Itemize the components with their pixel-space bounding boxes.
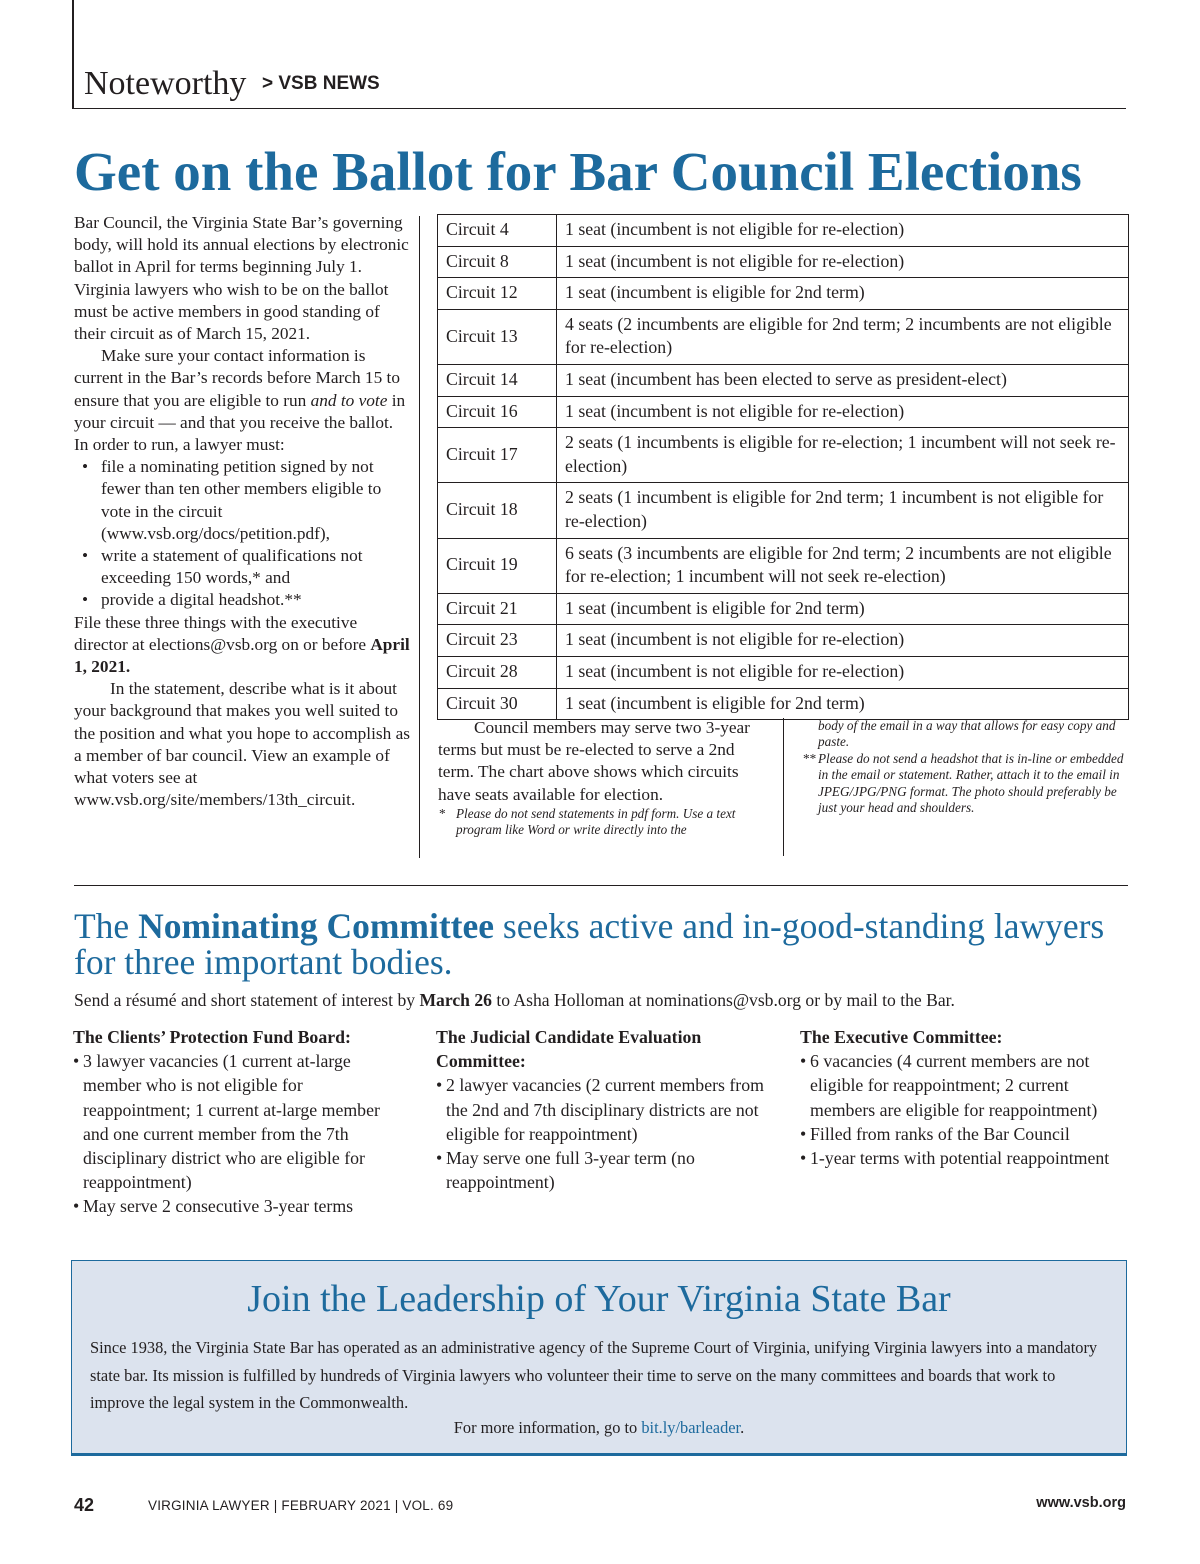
circuit-seats-table <box>437 214 1129 720</box>
judicial-candidate-column <box>436 1025 776 1194</box>
table-row <box>438 278 1129 310</box>
list-item: • 1-year terms with potential reappointment <box>800 1146 1120 1170</box>
table-row <box>438 215 1129 247</box>
seats-cell: 1 seat (incumbent is not eligible for re-election) <box>557 625 1129 657</box>
intro-paragraph-2: Make sure your contact information is current in the Bar’s records before March 15 to ensure that you are eligible to run and to vote in your circuit — and that you receive the ballot. <box>74 346 406 432</box>
body-heading: The Clients’ Protection Fund Board: <box>73 1027 351 1047</box>
barleader-link[interactable]: bit.ly/barleader <box>641 1418 741 1437</box>
list-item: • 2 lawyer vacancies (2 current members from the 2nd and 7th disciplinary districts are not eligible for reappointment) <box>436 1073 776 1146</box>
body-heading: The Executive Committee: <box>800 1027 1003 1047</box>
table-row <box>438 656 1129 688</box>
column-rule <box>419 216 420 858</box>
list-item: • file a nominating petition signed by not fewer than ten other members eligible to vote in the circuit (www.vsb.org/docs/petition.pdf), <box>74 456 410 545</box>
table-row <box>438 538 1129 593</box>
circuit-cell: Circuit 12 <box>438 278 557 310</box>
nominating-instructions: Send a résumé and short statement of interest by March 26 to Asha Holloman at nominations@vsb.org or by mail to the Bar. <box>74 990 955 1010</box>
website-url: www.vsb.org <box>1036 1495 1126 1511</box>
header-rule <box>72 108 1126 109</box>
intro-paragraph-5: In the statement, describe what is it about your background that makes you well suited to the position and what you hope to accomplish as a member of bar council. View an example of what voters see at www.vsb.org/site/members/13th_circuit. <box>74 679 410 810</box>
seats-cell: 1 seat (incumbent is not eligible for re-election) <box>557 396 1129 428</box>
footnote-1: * Please do not send statements in pdf form. Use a text program like Word or write directly into the <box>439 805 736 838</box>
list-item: • 3 lawyer vacancies (1 current at-large member who is not eligible for reappointment; 1 current at-large member and one current member from the 7th disciplinary district who are eligible for reappointment) <box>73 1049 403 1194</box>
list-item: • May serve 2 consecutive 3-year terms <box>73 1194 403 1218</box>
circuit-cell: Circuit 14 <box>438 364 557 396</box>
section-divider <box>74 885 1128 886</box>
circuit-cell: Circuit 18 <box>438 483 557 538</box>
leadership-body: Since 1938, the Virginia State Bar has operated as an administrative agency of the Supreme Court of Virginia, unifying Virginia lawyers into a mandatory state bar. Its mission is fulfilled by hundreds of Virginia lawyers who volunteer their time to serve on the many committees and boards that work to improve the legal system in the Commonwealth. <box>90 1338 1098 1413</box>
circuit-cell: Circuit 28 <box>438 656 557 688</box>
intro-paragraph-1: Bar Council, the Virginia State Bar’s governing body, will hold its annual elections by electronic ballot in April for terms beginning July 1. Virginia lawyers who wish to be on the ballot must be active members in good standing of their circuit as of March 15, 2021. <box>74 213 409 344</box>
seats-cell: 6 seats (3 incumbents are eligible for 2nd term; 2 incumbents are not eligible for re-election; 1 incumbent will not seek re-election) <box>557 538 1129 593</box>
circuit-cell: Circuit 8 <box>438 246 557 278</box>
seats-cell: 1 seat (incumbent is eligible for 2nd term) <box>557 593 1129 625</box>
table-row <box>438 309 1129 364</box>
circuit-cell: Circuit 16 <box>438 396 557 428</box>
footnote-1-continued: body of the email in a way that allows for easy copy and paste. <box>818 718 1116 750</box>
table-row <box>438 593 1129 625</box>
section-subtitle: > VSB NEWS <box>262 73 380 94</box>
table-row <box>438 364 1129 396</box>
circuit-cell: Circuit 19 <box>438 538 557 593</box>
seats-cell: 1 seat (incumbent is not eligible for re-election) <box>557 215 1129 247</box>
seats-cell: 2 seats (1 incumbent is eligible for 2nd term; 1 incumbent is not eligible for re-election) <box>557 483 1129 538</box>
circuit-cell: Circuit 21 <box>438 593 557 625</box>
list-item: • 6 vacancies (4 current members are not eligible for reappointment; 2 current members are eligible for reappointment) <box>800 1049 1120 1122</box>
section-title: Noteworthy <box>84 65 247 102</box>
nominating-heading: The Nominating Committee seeks active and in-good-standing lawyers for three important bodies. <box>74 906 1105 982</box>
vacancy-list <box>800 1049 1120 1170</box>
intro-paragraph-3: In order to run, a lawyer must: <box>74 435 285 455</box>
list-item: • Filled from ranks of the Bar Council <box>800 1122 1120 1146</box>
list-item: • write a statement of qualifications not exceeding 150 words,* and <box>74 545 410 589</box>
circuit-cell: Circuit 30 <box>438 688 557 720</box>
circuit-cell: Circuit 4 <box>438 215 557 247</box>
table-row <box>438 246 1129 278</box>
council-terms-text: Council members may serve two 3-year terms but must be re-elected to serve a 2nd term. The chart above shows which circuits have seats available for election. <box>438 718 750 804</box>
list-item: • provide a digital headshot.** <box>74 589 410 611</box>
table-row <box>438 396 1129 428</box>
notes-rule <box>783 718 784 856</box>
seats-cell: 1 seat (incumbent is eligible for 2nd term) <box>557 278 1129 310</box>
seats-cell: 1 seat (incumbent is eligible for 2nd term) <box>557 688 1129 720</box>
leadership-title: Join the Leadership of Your Virginia State Bar <box>247 1278 951 1320</box>
circuit-cell: Circuit 17 <box>438 428 557 483</box>
article-headline: Get on the Ballot for Bar Council Elections <box>74 141 1082 202</box>
vacancy-list <box>73 1049 403 1218</box>
intro-column <box>74 212 410 811</box>
table-row <box>438 428 1129 483</box>
circuit-cell: Circuit 13 <box>438 309 557 364</box>
seats-cell: 4 seats (2 incumbents are eligible for 2nd term; 2 incumbents are not eligible for re-election) <box>557 309 1129 364</box>
intro-paragraph-4: File these three things with the executive director at elections@vsb.org on or before April 1, 2021. <box>74 612 410 677</box>
circuit-cell: Circuit 23 <box>438 625 557 657</box>
table-row <box>438 625 1129 657</box>
executive-committee-column <box>800 1025 1120 1170</box>
table-row <box>438 483 1129 538</box>
seats-cell: 2 seats (1 incumbents is eligible for re-election; 1 incumbent will not seek re-election) <box>557 428 1129 483</box>
list-item: • May serve one full 3-year term (no reappointment) <box>436 1146 776 1194</box>
vacancy-list <box>436 1073 776 1194</box>
table-row <box>438 688 1129 720</box>
body-heading: The Judicial Candidate Evaluation Committee: <box>436 1027 702 1072</box>
leadership-more-info: For more information, go to bit.ly/barleader. <box>453 1418 745 1437</box>
seats-cell: 1 seat (incumbent is not eligible for re-election) <box>557 246 1129 278</box>
page-number: 42 <box>74 1495 95 1515</box>
requirements-list <box>74 456 410 611</box>
council-terms-note <box>438 717 770 839</box>
header-vertical-rule <box>72 0 74 108</box>
footnote-2: ** Please do not send a headshot that is in-line or embedded in the email or statement. Rather, attach it to the email in JPEG/JPG/PNG format. The photo should preferably be just your head and shoulders. <box>803 750 1124 816</box>
publication-line: VIRGINIA LAWYER | FEBRUARY 2021 | VOL. 69 <box>148 1498 454 1513</box>
footnotes-continued <box>802 718 1128 816</box>
seats-cell: 1 seat (incumbent has been elected to serve as president-elect) <box>557 364 1129 396</box>
clients-protection-fund-column <box>73 1025 403 1219</box>
seats-cell: 1 seat (incumbent is not eligible for re-election) <box>557 656 1129 688</box>
